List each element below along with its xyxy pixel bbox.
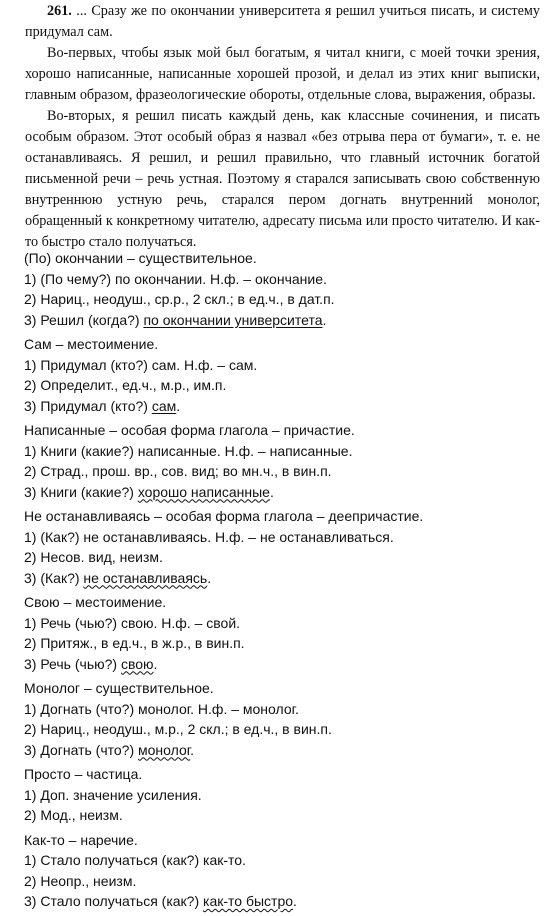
exercise-paragraph-3: Во-вторых, я решил писать каждый день, как классные сочинения, и писать особым образом. Этот особый образ я назвал «без отрыва пера от бумаги», т. е. не останавливаясь. Я решил, и решил правильно, что главный источник богатой письменной речи – речь устная. Поэтому я старался записывать свою собственную внутреннюю устную речь, старался пером догнать внутренний монолог, обращенный к конкретному читателю, адресату письма или просто читателю. И как-то быстро стало получаться.	[25, 108, 540, 250]
analysis-line	[24, 269, 538, 290]
analysis-block	[24, 248, 538, 330]
analysis-line	[24, 310, 538, 331]
analysis-block	[24, 830, 538, 912]
analysis-block	[24, 764, 538, 826]
analysis-line-text: 1) Книги (какие?) написанные. Н.ф. – написанные.	[24, 442, 353, 459]
analysis-line-text: 2) Неопр., неизм.	[24, 872, 137, 889]
analysis-line-text: 1) Речь (чью?) свою. Н.ф. – свой.	[24, 614, 241, 631]
analysis-line	[24, 527, 538, 548]
analysis-line-text: 1) (Как?) не останавливаясь. Н.ф. – не останавливаться.	[24, 528, 394, 545]
analysis-line	[24, 654, 538, 675]
exercise-number: 261.	[47, 3, 72, 19]
line-tail: .	[293, 893, 297, 909]
analysis-line-text: 3) Книги (какие?)	[24, 483, 138, 500]
analysis-line-text: 1) (По чему?) по окончании. Н.ф. – окончание.	[24, 270, 327, 287]
analysis-line	[24, 871, 538, 892]
line-tail: .	[190, 741, 195, 758]
analysis-heading: Сам – местоимение.	[24, 336, 159, 352]
analysis-block	[24, 334, 538, 416]
analysis-line	[24, 461, 538, 482]
line-tail: .	[207, 569, 212, 586]
analysis-heading: Написанные – особая форма глагола – причастие.	[24, 422, 355, 438]
analysis-line-text: 2) Нариц., неодуш., м.р., 2 скл.; в ед.ч., в вин.п.	[24, 721, 332, 737]
line-tail: .	[176, 397, 181, 414]
underlined-phrase: свою	[120, 655, 154, 672]
analysis-line-text: 1) Доп. значение усиления.	[24, 786, 202, 803]
analysis-line-text: 2) Несов. вид, неизм.	[24, 549, 163, 565]
analysis-line-text: 3) Догнать (что?)	[24, 741, 139, 758]
analysis-heading: Просто – частица.	[24, 766, 143, 782]
analysis-block	[24, 592, 538, 674]
analysis-line-text: 3) Стало получаться (как?)	[24, 893, 204, 909]
analysis-line	[24, 805, 538, 826]
analysis-line	[24, 482, 538, 503]
analysis-line-text: 1) Стало получаться (как?) как-то.	[24, 852, 246, 868]
analysis-line	[24, 289, 538, 310]
analysis-line-text: 2) Нариц., неодуш., ср.р., 2 скл.; в ед.ч., в дат.п.	[24, 291, 335, 307]
analysis-line	[24, 355, 538, 376]
analysis-line-text: 2) Притяж., в ед.ч., в ж.р., в вин.п.	[24, 635, 245, 651]
exercise-paragraph-2: Во-первых, чтобы язык мой был богатым, я читал книги, с моей точки зрения, хорошо написанные, написанные хорошей прозой, и делал из этих книг выписки, главным образом, фразеологические обороты, отдельные слова, выражения, образы.	[25, 45, 540, 103]
analysis-line	[24, 891, 538, 912]
analysis-line	[24, 719, 538, 740]
line-tail: .	[322, 311, 327, 328]
analysis-line	[24, 633, 538, 654]
exercise-paragraph-1	[25, 1, 540, 43]
analysis-line-text: 3) (Как?)	[24, 569, 84, 586]
analysis-block	[24, 678, 538, 760]
analysis-line-text: 1) Догнать (что?) монолог. Н.ф. – монолог.	[24, 700, 299, 717]
underlined-phrase: монолог	[138, 741, 191, 758]
morphological-analysis	[24, 248, 538, 916]
analysis-line	[24, 547, 538, 568]
analysis-line	[24, 396, 538, 417]
analysis-line	[24, 568, 538, 589]
analysis-line-text: 3) Речь (чью?)	[24, 655, 121, 672]
paragraph-text: ... Сразу же по окончании университета я решил учиться писать, и систему придумал сам.	[25, 3, 540, 40]
analysis-heading: (По) окончании – существительное.	[24, 250, 257, 266]
exercise-text	[25, 1, 540, 253]
analysis-block	[24, 420, 538, 502]
analysis-line-text: 2) Страд., прош. вр., сов. вид; во мн.ч., в вин.п.	[24, 463, 332, 479]
analysis-line	[24, 699, 538, 720]
underlined-phrase: хорошо написанные	[137, 483, 270, 500]
analysis-heading: Монолог – существительное.	[24, 680, 214, 696]
line-tail: .	[153, 655, 158, 672]
analysis-heading: Как-то – наречие.	[24, 831, 138, 848]
analysis-line-text: 3) Решил (когда?)	[24, 311, 144, 328]
analysis-line	[24, 441, 538, 462]
underlined-phrase: по окончании университета	[143, 311, 323, 328]
line-tail: .	[269, 483, 274, 500]
analysis-line-text: 2) Мод., неизм.	[24, 807, 123, 823]
analysis-line	[24, 785, 538, 806]
analysis-line	[24, 740, 538, 761]
underlined-phrase: сам	[151, 397, 177, 414]
underlined-phrase: как-то быстро	[203, 893, 294, 909]
underlined-phrase: не останавливаясь	[83, 569, 208, 586]
analysis-heading: Не останавливаясь – особая форма глагола – деепричастие.	[24, 508, 424, 524]
analysis-block	[24, 506, 538, 588]
analysis-line-text: 2) Определит., ед.ч., м.р., им.п.	[24, 377, 227, 393]
analysis-line	[24, 613, 538, 634]
analysis-line	[24, 375, 538, 396]
analysis-heading: Свою – местоимение.	[24, 594, 167, 610]
analysis-line	[24, 850, 538, 871]
analysis-line-text: 3) Придумал (кто?)	[24, 397, 152, 414]
analysis-line-text: 1) Придумал (кто?) сам. Н.ф. – сам.	[24, 356, 258, 373]
